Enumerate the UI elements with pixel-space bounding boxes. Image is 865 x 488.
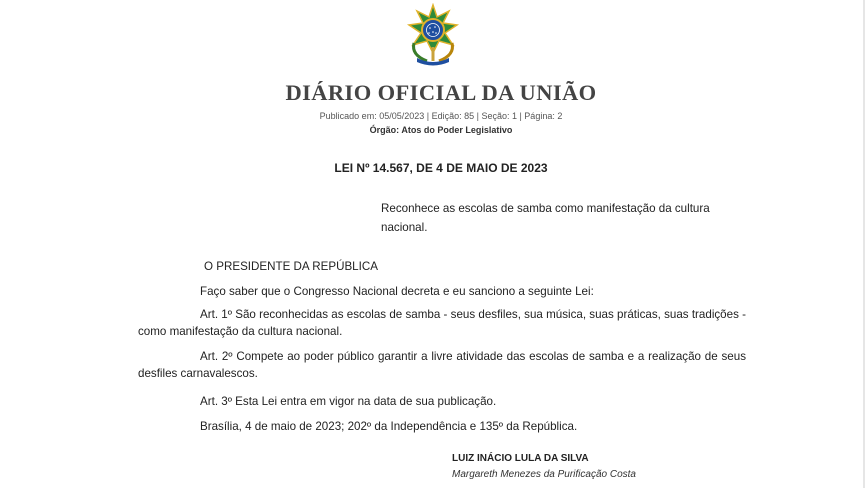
law-summary: Reconhece as escolas de samba como manifestação da cultura nacional.	[381, 202, 710, 234]
article-1: Art. 1º São reconhecidas as escolas de samba - seus desfiles, sua música, suas práticas, suas tradições - como manifestação da cultura nacional.	[138, 308, 746, 338]
enacting-clause: Faço saber que o Congresso Nacional decreta e eu sanciono a seguinte Lei:	[200, 285, 594, 298]
date-line: Brasília, 4 de maio de 2023; 202º da Independência e 135º da República.	[200, 420, 578, 433]
article-2: Art. 2º Compete ao poder público garantir a livre atividade das escolas de samba e a realização de seus desfiles carnavalescos.	[138, 350, 746, 380]
article-3: Art. 3º Esta Lei entra em vigor na data de sua publicação.	[200, 395, 497, 408]
publication-info: Publicado em: 05/05/2023 | Edição: 85 | Seção: 1 | Página: 2	[319, 111, 563, 121]
brazil-coat-of-arms-icon	[405, 3, 461, 67]
law-title: LEI Nº 14.567, DE 4 DE MAIO DE 2023	[334, 161, 548, 175]
signer-name: LUIZ INÁCIO LULA DA SILVA	[452, 453, 589, 464]
cosigner-name: Margareth Menezes da Purificação Costa	[452, 469, 636, 480]
president-heading: O PRESIDENTE DA REPÚBLICA	[204, 260, 378, 273]
issuing-body: Órgão: Atos do Poder Legislativo	[369, 125, 513, 135]
masthead-title: DIÁRIO OFICIAL DA UNIÃO	[285, 80, 597, 105]
